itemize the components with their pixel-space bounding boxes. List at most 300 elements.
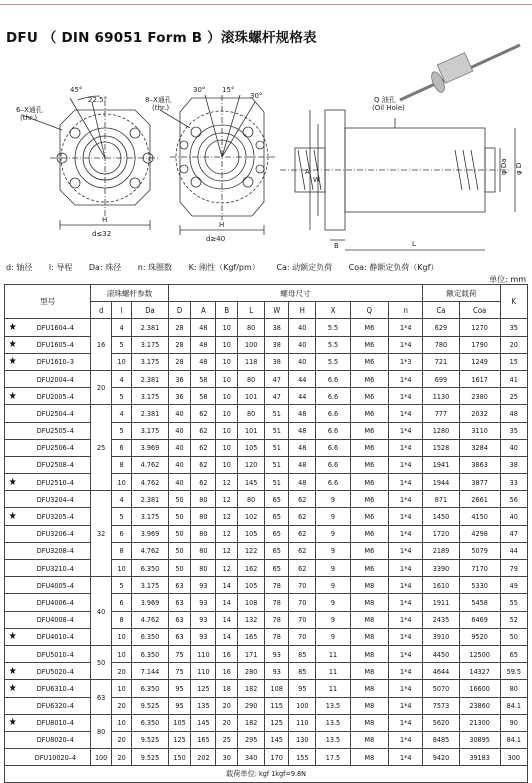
model-cell: DFU10020–4 (20, 749, 90, 766)
table-row (5, 697, 528, 714)
cell-coa: 23860 (459, 697, 500, 714)
cell-da: 2.381 (132, 370, 168, 387)
cell-h: 70 (289, 611, 316, 628)
cell-l: 105 (238, 577, 265, 594)
cell-q: M6 (350, 525, 389, 542)
angle-15: 15° (222, 86, 235, 94)
cell-coa: 1617 (459, 370, 500, 387)
recommended-star: ★ (5, 388, 21, 405)
cell-coa: 9520 (459, 628, 500, 645)
cell-l: 10 (111, 714, 131, 731)
recommended-star (5, 542, 21, 559)
cell-k: 47 (500, 525, 527, 542)
dim-d: φ D (515, 162, 523, 175)
model-cell: DFU3206–4 (20, 525, 90, 542)
cell-l: 101 (238, 388, 265, 405)
cell-d: 50 (168, 491, 191, 508)
cell-b: 14 (216, 611, 238, 628)
cell-l: 10 (111, 645, 131, 662)
recommended-star (5, 456, 21, 473)
cell-n: 1*4 (389, 560, 423, 577)
cell-l: 145 (238, 474, 265, 491)
cell-h: 130 (289, 731, 316, 748)
model-cell: DFU2005–4 (20, 388, 90, 405)
cell-d: 63 (168, 577, 191, 594)
cell-l: 132 (238, 611, 265, 628)
cell-ca: 3390 (423, 560, 459, 577)
cell-coa: 5079 (459, 542, 500, 559)
cell-q: M8 (350, 611, 389, 628)
cell-l: 295 (238, 731, 265, 748)
cell-b: 14 (216, 628, 238, 645)
subheader-ca: Ca (423, 302, 459, 319)
cell-a: 48 (191, 319, 216, 336)
cell-w: 38 (265, 336, 289, 353)
cell-x: 11 (316, 680, 350, 697)
cell-w: 93 (265, 645, 289, 662)
cell-q: M6 (350, 405, 389, 422)
cell-a: 93 (191, 628, 216, 645)
recommended-star (5, 697, 21, 714)
model-cell: DFU3210–4 (20, 560, 90, 577)
cell-q: M8 (350, 731, 389, 748)
cell-a: 93 (191, 611, 216, 628)
cell-q: M8 (350, 577, 389, 594)
legend-item: Ca: 动额定负荷 (276, 263, 333, 272)
cell-k: 50 (500, 628, 527, 645)
cell-q: M6 (350, 508, 389, 525)
recommended-star: ★ (5, 474, 21, 491)
model-cell: DFU2004–4 (20, 370, 90, 387)
cell-da: 7.144 (132, 663, 168, 680)
cell-x: 9 (316, 594, 350, 611)
cell-l: 80 (238, 319, 265, 336)
cell-l: 5 (111, 577, 131, 594)
cell-x: 5.5 (316, 353, 350, 370)
cell-k: 25 (500, 388, 527, 405)
recommended-star (5, 594, 21, 611)
dim-d-left: d≤32 (92, 230, 112, 238)
cell-h: 40 (289, 336, 316, 353)
subheader-x: X (316, 302, 350, 319)
cell-w: 65 (265, 542, 289, 559)
cell-coa: 2380 (459, 388, 500, 405)
cell-x: 5.5 (316, 319, 350, 336)
cell-h: 95 (289, 680, 316, 697)
cell-da: 4.762 (132, 542, 168, 559)
cell-da: 3.175 (132, 422, 168, 439)
cell-x: 6.6 (316, 370, 350, 387)
cell-coa: 2032 (459, 405, 500, 422)
table-row (5, 319, 528, 336)
cell-da: 3.969 (132, 594, 168, 611)
recommended-star: ★ (5, 714, 21, 731)
cell-q: M6 (350, 456, 389, 473)
cell-h: 44 (289, 370, 316, 387)
cell-l: 102 (238, 508, 265, 525)
cell-q: M6 (350, 353, 389, 370)
table-row (5, 594, 528, 611)
cell-d: 75 (168, 663, 191, 680)
cell-coa: 3877 (459, 474, 500, 491)
cell-d: 63 (168, 594, 191, 611)
cell-l: 5 (111, 508, 131, 525)
cell-n: 1*4 (389, 405, 423, 422)
cell-a: 62 (191, 456, 216, 473)
recommended-star (5, 611, 21, 628)
cell-l: 171 (238, 645, 265, 662)
header-screw-params: 滚珠螺杆参数 (91, 285, 168, 302)
recommended-star (5, 405, 21, 422)
cell-n: 1*4 (389, 594, 423, 611)
cell-ca: 1720 (423, 525, 459, 542)
cell-b: 12 (216, 542, 238, 559)
shaft-diameter-cell: 20 (91, 370, 111, 404)
cell-w: 170 (265, 749, 289, 766)
cell-n: 1*4 (389, 422, 423, 439)
cell-k: 35 (500, 422, 527, 439)
cell-x: 9 (316, 611, 350, 628)
dim-b: B (334, 242, 339, 250)
subheader-w: W (265, 302, 289, 319)
cell-d: 63 (168, 628, 191, 645)
cell-da: 9.525 (132, 731, 168, 748)
cell-k: 65 (500, 645, 527, 662)
cell-w: 108 (265, 680, 289, 697)
cell-k: 52 (500, 611, 527, 628)
dim-a: A (305, 168, 310, 176)
cell-q: M6 (350, 422, 389, 439)
table-row (5, 405, 528, 422)
cell-b: 12 (216, 508, 238, 525)
cell-l: 10 (111, 474, 131, 491)
angle-30-a: 30° (193, 86, 206, 94)
cell-b: 14 (216, 594, 238, 611)
cell-l: 10 (111, 353, 131, 370)
cell-b: 10 (216, 336, 238, 353)
cell-k: 49 (500, 577, 527, 594)
cell-l: 105 (238, 439, 265, 456)
oil-hole-label-en: (Oil Hole) (372, 104, 405, 112)
cell-n: 1*3 (389, 353, 423, 370)
cell-a: 145 (191, 714, 216, 731)
cell-x: 9 (316, 628, 350, 645)
cell-q: M8 (350, 645, 389, 662)
cell-l: 280 (238, 663, 265, 680)
header-rated-load: 额定载荷 (423, 285, 500, 302)
legend-item: Coa: 静额定负荷（Kgf） (348, 263, 439, 272)
cell-q: M6 (350, 336, 389, 353)
legend-item: K: 刚性（Kgf/pm） (188, 263, 260, 272)
cell-a: 93 (191, 577, 216, 594)
subheader-d: D (168, 302, 191, 319)
cell-da: 3.175 (132, 577, 168, 594)
cell-h: 85 (289, 645, 316, 662)
cell-l: 340 (238, 749, 265, 766)
cell-a: 48 (191, 353, 216, 370)
subheader-q: Q (350, 302, 389, 319)
subheader-coa: Coa (459, 302, 500, 319)
cell-h: 70 (289, 577, 316, 594)
cell-d: 40 (168, 456, 191, 473)
cell-b: 20 (216, 697, 238, 714)
cell-h: 40 (289, 353, 316, 370)
cell-ca: 9420 (423, 749, 459, 766)
model-cell: DFU6320–4 (20, 697, 90, 714)
cell-l: 10 (111, 628, 131, 645)
spec-table (4, 284, 528, 783)
cell-n: 1*4 (389, 508, 423, 525)
dim-d-mid: d≥40 (206, 235, 226, 243)
cell-x: 6.6 (316, 456, 350, 473)
cell-n: 1*4 (389, 542, 423, 559)
cell-h: 48 (289, 456, 316, 473)
cell-b: 12 (216, 474, 238, 491)
table-row (5, 474, 528, 491)
subheader-d: d (91, 302, 111, 319)
cell-d: 36 (168, 388, 191, 405)
cell-x: 13.5 (316, 714, 350, 731)
flange-view-small (22, 96, 160, 230)
shaft-diameter-cell: 16 (91, 319, 111, 371)
cell-a: 125 (191, 680, 216, 697)
cell-l: 120 (238, 456, 265, 473)
legend (6, 262, 452, 273)
cell-l: 182 (238, 680, 265, 697)
model-cell: DFU6310–4 (20, 680, 90, 697)
cell-k: 79 (500, 560, 527, 577)
cell-da: 6.350 (132, 628, 168, 645)
dim-h-mid: H (219, 221, 225, 229)
cell-l: 20 (111, 697, 131, 714)
model-cell: DFU8010–4 (20, 714, 90, 731)
cell-a: 80 (191, 525, 216, 542)
cell-ca: 1911 (423, 594, 459, 611)
cell-d: 40 (168, 439, 191, 456)
table-row (5, 525, 528, 542)
cell-q: M6 (350, 560, 389, 577)
cell-ca: 1450 (423, 508, 459, 525)
cell-a: 58 (191, 388, 216, 405)
table-row (5, 370, 528, 387)
cell-l: 4 (111, 405, 131, 422)
cell-d: 40 (168, 405, 191, 422)
dim-da: φ Da (500, 158, 508, 175)
cell-l: 80 (238, 370, 265, 387)
cell-k: 38 (500, 456, 527, 473)
cell-q: M8 (350, 663, 389, 680)
cell-q: M8 (350, 697, 389, 714)
cell-ca: 699 (423, 370, 459, 387)
model-cell: DFU2505–4 (20, 422, 90, 439)
cell-n: 1*4 (389, 628, 423, 645)
hole-label-left: 6–X通孔 (16, 106, 43, 114)
cell-h: 85 (289, 663, 316, 680)
cell-l: 20 (111, 749, 131, 766)
cell-w: 51 (265, 456, 289, 473)
model-cell: DFU3208–4 (20, 542, 90, 559)
recommended-star: ★ (5, 628, 21, 645)
cell-b: 10 (216, 422, 238, 439)
legend-item: d: 轴径 (6, 263, 33, 272)
model-cell: DFU4006–4 (20, 594, 90, 611)
cell-b: 16 (216, 645, 238, 662)
table-row (5, 628, 528, 645)
cell-a: 62 (191, 439, 216, 456)
cell-h: 44 (289, 388, 316, 405)
cell-da: 4.762 (132, 474, 168, 491)
cell-b: 12 (216, 560, 238, 577)
cell-l: 118 (238, 353, 265, 370)
cell-n: 1*4 (389, 663, 423, 680)
cell-k: 20 (500, 336, 527, 353)
shaft-diameter-cell: 50 (91, 645, 111, 679)
cell-d: 95 (168, 697, 191, 714)
cell-l: 5 (111, 388, 131, 405)
cell-ca: 1941 (423, 456, 459, 473)
unit-label: 单位: mm (489, 275, 526, 284)
cell-coa: 3863 (459, 456, 500, 473)
cell-ca: 871 (423, 491, 459, 508)
cell-x: 9 (316, 491, 350, 508)
cell-n: 1*4 (389, 491, 423, 508)
cell-h: 62 (289, 525, 316, 542)
recommended-star: ★ (5, 319, 21, 336)
cell-d: 28 (168, 319, 191, 336)
cell-n: 1*4 (389, 749, 423, 766)
shaft-diameter-cell: 32 (91, 491, 111, 577)
cell-l: 8 (111, 456, 131, 473)
cell-a: 62 (191, 422, 216, 439)
shaft-diameter-cell: 40 (91, 577, 111, 646)
shaft-diameter-cell: 80 (91, 714, 111, 748)
cell-coa: 4150 (459, 508, 500, 525)
cell-ca: 780 (423, 336, 459, 353)
cell-l: 6 (111, 525, 131, 542)
cell-b: 10 (216, 388, 238, 405)
cell-da: 6.350 (132, 714, 168, 731)
page-title: DFU （ DIN 69051 Form B ）滚珠螺杆规格表 (6, 30, 317, 46)
cell-w: 65 (265, 491, 289, 508)
cell-l: 20 (111, 731, 131, 748)
cell-h: 70 (289, 628, 316, 645)
subheader-n: n (389, 302, 423, 319)
cell-ca: 7573 (423, 697, 459, 714)
cell-b: 16 (216, 663, 238, 680)
table-row (5, 731, 528, 748)
cell-w: 125 (265, 714, 289, 731)
table-row (5, 439, 528, 456)
flange-view-large (160, 95, 275, 235)
table-row (5, 422, 528, 439)
cell-k: 44 (500, 542, 527, 559)
cell-b: 12 (216, 525, 238, 542)
cell-h: 62 (289, 542, 316, 559)
cell-coa: 3110 (459, 422, 500, 439)
cell-ca: 3910 (423, 628, 459, 645)
cell-l: 8 (111, 542, 131, 559)
cell-w: 65 (265, 525, 289, 542)
cell-a: 110 (191, 645, 216, 662)
cell-d: 63 (168, 611, 191, 628)
angle-30-b: 30° (250, 92, 263, 100)
cell-d: 105 (168, 714, 191, 731)
hole-label-left-en: (thr.) (20, 114, 38, 122)
top-border (0, 0, 532, 5)
table-row (5, 714, 528, 731)
cell-b: 10 (216, 319, 238, 336)
model-cell: DFU2506–4 (20, 439, 90, 456)
cell-h: 62 (289, 560, 316, 577)
cell-l: 4 (111, 319, 131, 336)
shaft-diameter-cell: 100 (91, 749, 111, 766)
cell-da: 4.762 (132, 456, 168, 473)
cell-l: 8 (111, 611, 131, 628)
header-model: 型号 (5, 285, 91, 319)
cell-coa: 21300 (459, 714, 500, 731)
header-nut-dimensions: 螺母尺寸 (168, 285, 423, 302)
subheader-h: H (289, 302, 316, 319)
table-row (5, 456, 528, 473)
cell-a: 62 (191, 474, 216, 491)
cell-coa: 1270 (459, 319, 500, 336)
cell-x: 9 (316, 542, 350, 559)
cell-w: 115 (265, 697, 289, 714)
cell-n: 1*4 (389, 645, 423, 662)
cell-a: 58 (191, 370, 216, 387)
cell-x: 9 (316, 525, 350, 542)
cell-h: 48 (289, 474, 316, 491)
cell-w: 78 (265, 577, 289, 594)
cell-l: 182 (238, 714, 265, 731)
cell-coa: 5458 (459, 594, 500, 611)
cell-q: M6 (350, 370, 389, 387)
recommended-star: ★ (5, 663, 21, 680)
dim-w: W (313, 176, 320, 184)
table-row (5, 491, 528, 508)
cell-w: 93 (265, 663, 289, 680)
cell-h: 62 (289, 508, 316, 525)
angle-22-5: 22.5° (88, 96, 108, 104)
cell-x: 6.6 (316, 439, 350, 456)
cell-a: 135 (191, 697, 216, 714)
cell-d: 40 (168, 474, 191, 491)
cell-n: 1*4 (389, 714, 423, 731)
cell-coa: 3284 (459, 439, 500, 456)
cell-k: 300 (500, 749, 527, 766)
table-row (5, 663, 528, 680)
cell-a: 80 (191, 491, 216, 508)
cell-x: 11 (316, 645, 350, 662)
recommended-star (5, 439, 21, 456)
cell-l: 80 (238, 491, 265, 508)
cell-n: 1*4 (389, 336, 423, 353)
cell-a: 62 (191, 405, 216, 422)
cell-da: 3.175 (132, 336, 168, 353)
model-cell: DFU1604–4 (20, 319, 90, 336)
cell-coa: 2661 (459, 491, 500, 508)
cell-q: M8 (350, 749, 389, 766)
subheader-a: A (191, 302, 216, 319)
cell-k: 15 (500, 353, 527, 370)
cell-x: 9 (316, 577, 350, 594)
cell-n: 1*4 (389, 731, 423, 748)
recommended-star (5, 491, 21, 508)
cell-w: 47 (265, 388, 289, 405)
cell-w: 78 (265, 611, 289, 628)
recommended-star (5, 645, 21, 662)
cell-n: 1*4 (389, 456, 423, 473)
